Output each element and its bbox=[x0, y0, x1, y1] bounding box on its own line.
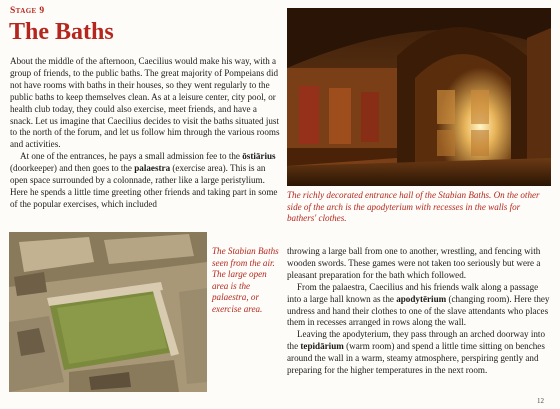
page-number: 12 bbox=[537, 397, 544, 405]
aerial-photo bbox=[9, 232, 207, 392]
left-p2-part-c: (exercise area). This is an open space surrounded by a colonnade, rather like a large peristylium. Here he spends a little time greeting other friends and taking part in some of the popular exercises, which included bbox=[10, 163, 278, 209]
left-paragraph-1: About the middle of the afternoon, Caecilius would make his way, with a group of friends, to the public baths. The great majority of Pompeians did not have rooms with baths in their houses, so they went regularly to the public baths to keep themselves clean. As at a leisure center, city pool, or health club today, they could also exercise, meet friends, and have a snack. Let us imagine that Caecilius decides to visit the baths situated just to the north of the forum, and let us follow him through the various rooms and activities. bbox=[10, 56, 280, 150]
left-p2-part-a: At one of the entrances, he pays a small admission fee to the bbox=[20, 151, 243, 162]
term-apodyterium: apodytērium bbox=[396, 293, 447, 304]
right-p2-part-b: (changing room). Here they undress and hand their clothes to one of the slave attendants who places them in recesses arranged in rows along the wall. bbox=[287, 293, 550, 328]
right-p3-part-b: (warm room) and spend a little time sitting on benches around the wall in a warm, steamy atmosphere, perspiring gently and preparing for the higher temperatures in the next room. bbox=[287, 341, 545, 376]
term-ostiarius: ōstiārius bbox=[242, 151, 276, 162]
entrance-hall-photo bbox=[287, 8, 551, 186]
left-paragraph-2 bbox=[10, 151, 280, 211]
left-column-text bbox=[10, 56, 280, 211]
left-p2-part-b: (doorkeeper) and then goes to the bbox=[10, 163, 135, 174]
right-paragraph-3 bbox=[287, 329, 551, 377]
right-p3-part-a: Leaving the apodyterium, they pass through an arched doorway into the bbox=[287, 329, 545, 352]
term-tepidarium: tepidārium bbox=[300, 341, 344, 352]
term-palaestra: palaestra bbox=[134, 163, 171, 174]
right-paragraph-1: throwing a large ball from one to another, wrestling, and fencing with wooden swords. These games were not taken too seriously but were a pleasant preparation for the bath which followed. bbox=[287, 246, 541, 280]
right-p2-part-a: From the palaestra, Caecilius and his friends walk along a passage into a large hall known as the bbox=[287, 281, 539, 304]
page-title: The Baths bbox=[9, 19, 114, 45]
right-paragraph-2 bbox=[287, 282, 551, 330]
top-photo-caption: The richly decorated entrance hall of the Stabian Baths. On the other side of the arch is the apodyterium with recesses in the walls for bathers' clothes. bbox=[287, 190, 540, 224]
stage-label: Stage 9 bbox=[10, 6, 45, 16]
bottom-photo-caption: The Stabian Baths seen from the air. The large open area is the palaestra, or exercise area. bbox=[212, 246, 279, 314]
right-column-text bbox=[287, 246, 551, 377]
